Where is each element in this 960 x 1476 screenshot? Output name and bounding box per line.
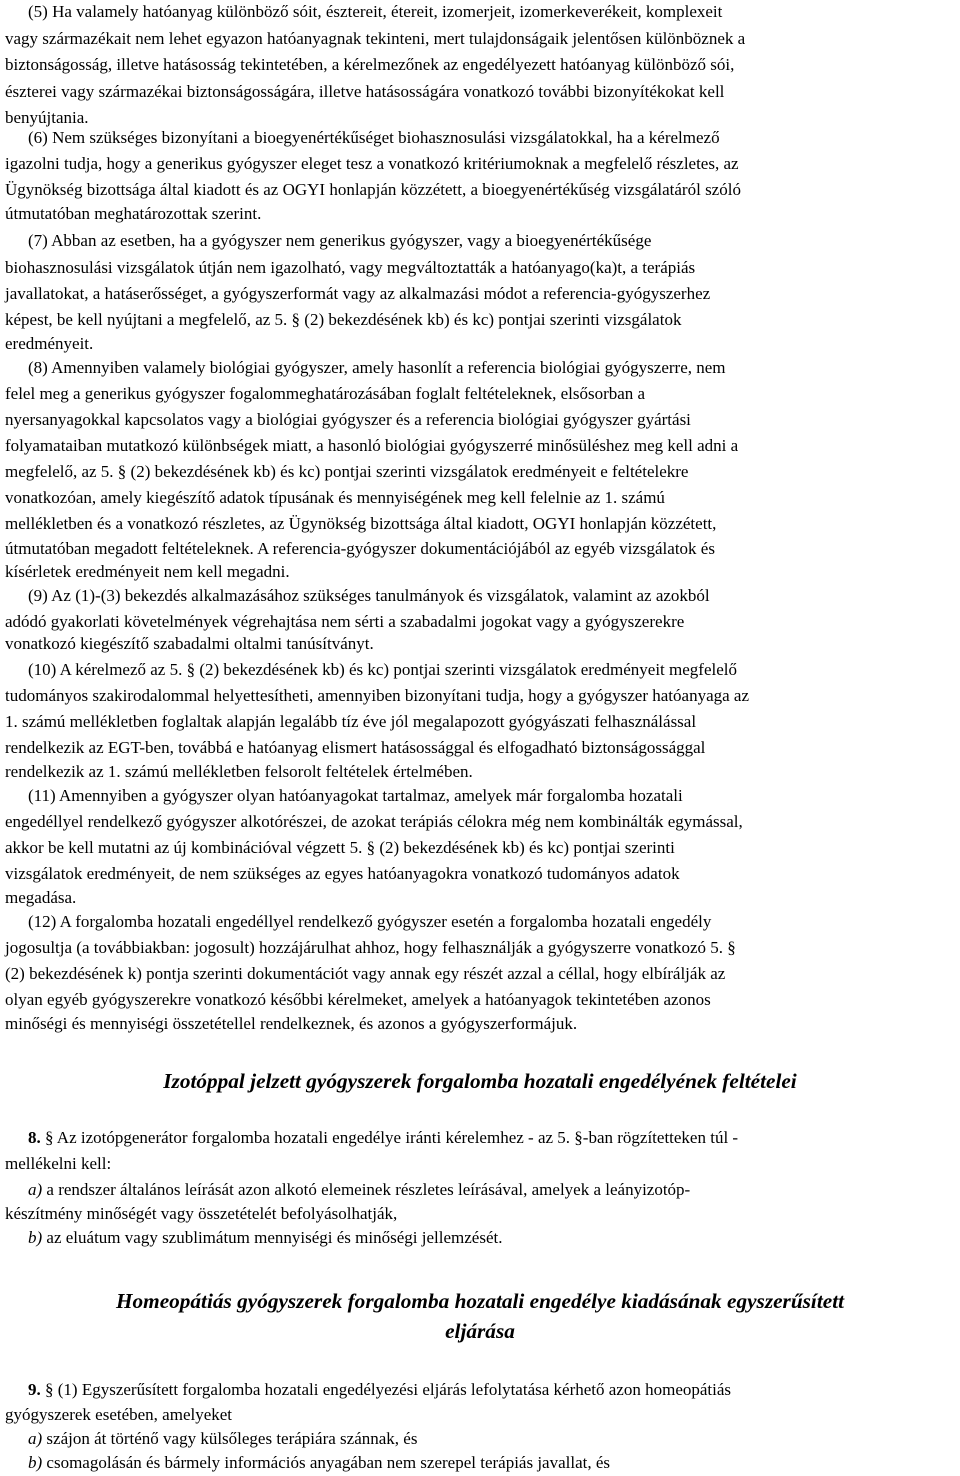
text-line: kísérletek eredményeit nem kell megadni. [5, 562, 290, 581]
text-line: tudományos szakirodalommal helyettesítheti, amennyiben bizonyítani tudja, hogy a gyógyszer hatóanyaga az [5, 686, 750, 705]
text-line: 1. számú mellékletben foglaltak alapján legalább tíz éve jól megalapozott gyógyászati felhasználással [5, 712, 697, 731]
text-line: felel meg a generikus gyógyszer fogalommeghatározásában foglalt feltételeknek, elsősorban a [5, 384, 646, 403]
list-item-a [28, 1429, 417, 1449]
list-text: csomagolásán és bármely információs anyagában nem szerepel terápiás javallat, és [46, 1453, 611, 1472]
list-item-a [28, 1180, 690, 1200]
text-line: javallatokat, a hatáserősséget, a gyógyszerformát vagy az alkalmazási módot a referencia-gyógyszerhez [5, 284, 711, 303]
section-8-line [28, 1128, 738, 1148]
text-line: mellékletben és a vonatkozó részletes, az Ügynökség bizottsága által kiadott, OGYI honlapján közzétett, [5, 514, 717, 533]
text-line: vonatkozóan, amely kiegészítő adatok típusának és mennyiségének meg kell felelnie az 1. számú [5, 488, 665, 507]
text-line: vonatkozó kiegészítő szabadalmi oltalmi tanúsítványt. [5, 634, 374, 653]
section-9-line: gyógyszerek esetében, amelyeket [5, 1405, 233, 1424]
text-line: igazolni tudja, hogy a generikus gyógyszer eleget tesz a vonatkozó kritériumoknak a megfelelő részletes, az [5, 154, 739, 173]
text-line: (11) Amennyiben a gyógyszer olyan hatóanyagokat tartalmaz, amelyek már forgalomba hozatali [28, 786, 683, 805]
list-item-b [28, 1228, 502, 1248]
text-line: (12) A forgalomba hozatali engedéllyel rendelkező gyógyszer esetén a forgalomba hozatali engedély [28, 912, 712, 931]
text-line: megadása. [5, 888, 77, 907]
text-line: benyújtania. [5, 108, 89, 127]
text-line: engedéllyel rendelkező gyógyszer alkotórészei, de azokat terápiás célokra még nem kombinálták egymással, [5, 812, 743, 831]
text-line: eredményeit. [5, 334, 94, 353]
list-label: b) [28, 1228, 43, 1247]
text-line: (7) Abban az esetben, ha a gyógyszer nem generikus gyógyszer, vagy a bioegyenértékűsége [28, 231, 652, 250]
text-line: megfelelő, az 5. § (2) bekezdésének kb) és kc) pontjai szerinti vizsgálatok eredményeit e feltételekre [5, 462, 689, 481]
section-8-text: § Az izotópgenerátor forgalomba hozatali engedélye iránti kérelemhez - az 5. §-ban rögzítetteken túl - [45, 1128, 739, 1147]
section-8-line: mellékelni kell: [5, 1154, 112, 1173]
text-line: rendelkezik az EGT-ben, továbbá e hatóanyag elismert hatásossággal és elfogadható biztonságossággal [5, 738, 706, 757]
text-line: olyan egyéb gyógyszerekre vonatkozó későbbi kérelmeket, amelyek a hatóanyagok tekintetében azonos [5, 990, 711, 1009]
text-line: képest, be kell nyújtani a megfelelő, az 5. § (2) bekezdésének kb) és kc) pontjai szerinti vizsgálatok [5, 310, 682, 329]
text-line: vagy származékait nem lehet egyazon hatóanyagnak tekinteni, mert tulajdonságaik jelentősen különböznek a [5, 29, 746, 48]
text-line: jogosultja (a továbbiakban: jogosult) hozzájárulhat ahhoz, hogy felhasználják a gyógyszerre vonatkozó 5. § [5, 938, 736, 957]
text-line: (10) A kérelmező az 5. § (2) bekezdésének kb) és kc) pontjai szerinti vizsgálatok eredményeit megfelelő [28, 660, 737, 679]
section-heading-8: Izotóppal jelzett gyógyszerek forgalomba hozatali engedélyének feltételei [163, 1069, 797, 1093]
section-heading-9-cont: eljárása [445, 1319, 515, 1343]
text-line: útmutatóban meghatározottak szerint. [5, 204, 262, 223]
text-line: rendelkezik az 1. számú mellékletben felsorolt feltételek értelmében. [5, 762, 473, 781]
text-line: (6) Nem szükséges bizonyítani a bioegyenértékűséget biohasznosulási vizsgálatokkal, ha a kérelmező [28, 128, 720, 147]
section-9-text: § (1) Egyszerűsített forgalomba hozatali engedélyezési eljárás lefolytatása kérhető azon homeopátiás [45, 1380, 732, 1399]
list-label: b) [28, 1453, 43, 1472]
text-line: (5) Ha valamely hatóanyag különböző sóit, észtereit, étereit, izomerjeit, izomerkeverékeit, komplexeit [28, 2, 723, 21]
text-line: Ügynökség bizottsága által kiadott és az OGYI honlapján közzétett, a bioegyenértékűség vizsgálatáról szóló [5, 180, 741, 199]
text-line: folyamataiban mutatkozó különbségek miatt, a hasonló biológiai gyógyszerré minősüléshez meg kell adni a [5, 436, 739, 455]
section-number: 9. [28, 1380, 41, 1399]
text-line: (8) Amennyiben valamely biológiai gyógyszer, amely hasonlít a referencia biológiai gyógyszerre, nem [28, 358, 726, 377]
text-line: útmutatóban megadott feltételeknek. A referencia-gyógyszer dokumentációjából az egyéb vizsgálatok és [5, 539, 715, 558]
text-line: (2) bekezdésének k) pontja szerinti dokumentációt vagy annak egy részét azzal a céllal, hogy elbírálják az [5, 964, 726, 983]
list-item-a-cont: készítmény minőségét vagy összetételét befolyásolhatják, [5, 1204, 398, 1223]
text-line: nyersanyagokkal kapcsolatos vagy a biológiai gyógyszer és a referencia biológiai gyógyszer gyártási [5, 410, 691, 429]
list-item-b [28, 1453, 610, 1473]
text-line: biohasznosulási vizsgálatok útján nem igazolható, vagy megváltoztatták a hatóanyago(ka)t, a terápiás [5, 258, 696, 277]
text-line: észterei vagy származékai biztonságosságára, illetve hatásosságára vonatkozó további bizonyítékokat kell [5, 82, 725, 101]
text-line: biztonságosság, illetve hatásosság tekintetében, a kérelmezőnek az engedélyezett hatóanyag különböző sói, [5, 55, 735, 74]
text-line: minőségi és mennyiségi összetétellel rendelkeznek, és azonos a gyógyszerformájuk. [5, 1014, 578, 1033]
list-text: az eluátum vagy szublimátum mennyiségi és minőségi jellemzését. [46, 1228, 503, 1247]
text-line: (9) Az (1)-(3) bekezdés alkalmazásához szükséges tanulmányok és vizsgálatok, valamint az azokból [28, 586, 710, 605]
list-label: a) [28, 1180, 43, 1199]
section-heading-9: Homeopátiás gyógyszerek forgalomba hozatali engedélye kiadásának egyszerűsített [115, 1289, 845, 1313]
text-line: vizsgálatok eredményeit, de nem szükséges az egyes hatóanyagokra vonatkozó tudományos adatok [5, 864, 680, 883]
section-9-line [28, 1380, 731, 1400]
text-line: adódó gyakorlati követelmények végrehajtása nem sérti a szabadalmi jogokat vagy a gyógyszerekre [5, 612, 685, 631]
list-text: szájon át történő vagy külsőleges terápiára szánnak, és [46, 1429, 418, 1448]
list-label: a) [28, 1429, 43, 1448]
section-number: 8. [28, 1128, 41, 1147]
text-line: akkor be kell mutatni az új kombinációval végzett 5. § (2) bekezdésének kb) és kc) pontjai szerinti [5, 838, 675, 857]
list-text: a rendszer általános leírását azon alkotó elemeinek részletes leírásával, amelyek a leányizotóp- [46, 1180, 691, 1199]
